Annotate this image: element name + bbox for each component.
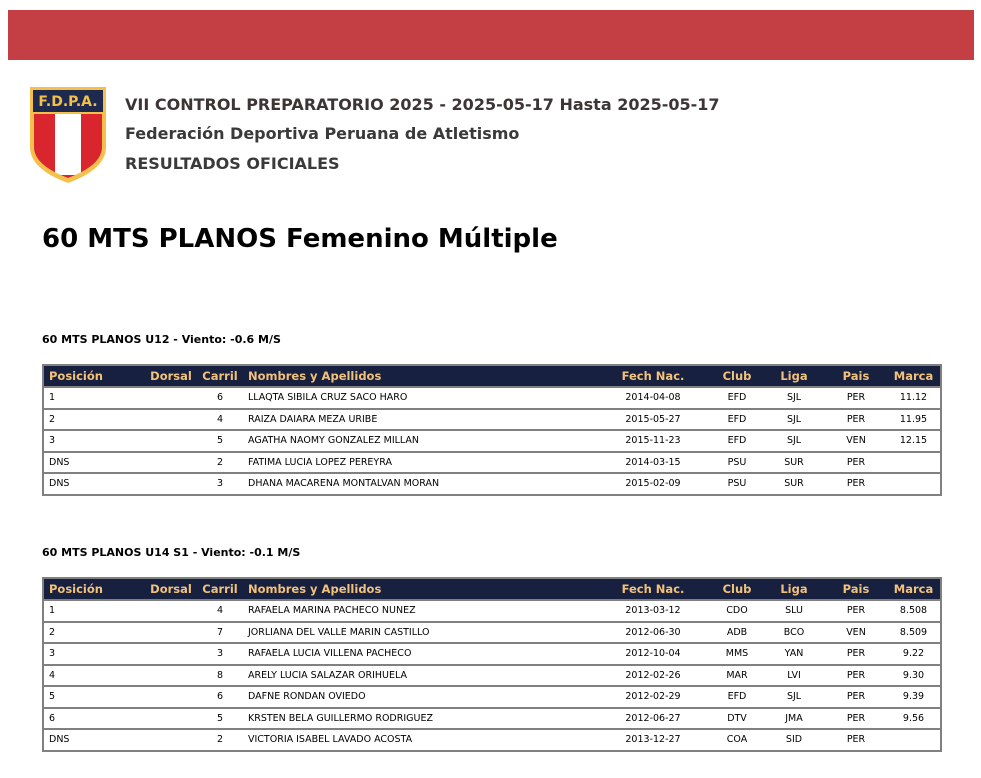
table-row xyxy=(43,686,941,708)
cell-carril: 2 xyxy=(197,452,243,474)
section-title: 60 MTS PLANOS U12 - Viento: -0.6 M/S xyxy=(42,333,281,346)
cell-carril: 6 xyxy=(197,387,243,409)
cell-pais: PER xyxy=(825,473,887,495)
cell-club: EFD xyxy=(711,686,763,708)
cell-marca xyxy=(887,729,941,751)
cell-marca: 9.30 xyxy=(887,665,941,687)
cell-club: PSU xyxy=(711,473,763,495)
cell-dorsal xyxy=(145,473,197,495)
cell-dorsal xyxy=(145,452,197,474)
cell-carril: 5 xyxy=(197,708,243,730)
cell-pais: PER xyxy=(825,387,887,409)
results-label: RESULTADOS OFICIALES xyxy=(125,154,340,173)
cell-marca: 9.39 xyxy=(887,686,941,708)
cell-club: MAR xyxy=(711,665,763,687)
cell-fecha: 2012-02-26 xyxy=(595,665,711,687)
column-header: Club xyxy=(711,578,763,600)
table-row xyxy=(43,409,941,431)
cell-liga: SUR xyxy=(763,452,825,474)
table-row xyxy=(43,452,941,474)
cell-name: KRSTEN BELA GUILLERMO RODRIGUEZ xyxy=(243,708,595,730)
column-header: Carril xyxy=(197,365,243,387)
column-header: Marca xyxy=(887,365,941,387)
cell-pais: PER xyxy=(825,452,887,474)
cell-pos: 3 xyxy=(43,643,145,665)
cell-name: FATIMA LUCIA LOPEZ PEREYRA xyxy=(243,452,595,474)
cell-name: ARELY LUCIA SALAZAR ORIHUELA xyxy=(243,665,595,687)
table-row xyxy=(43,430,941,452)
table-row xyxy=(43,729,941,751)
cell-pos: DNS xyxy=(43,452,145,474)
cell-pos: 2 xyxy=(43,409,145,431)
cell-marca: 9.22 xyxy=(887,643,941,665)
section-title: 60 MTS PLANOS U14 S1 - Viento: -0.1 M/S xyxy=(42,546,301,559)
cell-name: DAFNE RONDAN OVIEDO xyxy=(243,686,595,708)
fdpa-shield-logo-icon xyxy=(28,85,108,185)
cell-marca: 8.509 xyxy=(887,622,941,644)
cell-dorsal xyxy=(145,409,197,431)
cell-liga: SUR xyxy=(763,473,825,495)
column-header: Pais xyxy=(825,365,887,387)
column-header: Dorsal xyxy=(145,365,197,387)
cell-marca xyxy=(887,452,941,474)
cell-pos: 5 xyxy=(43,686,145,708)
table-row xyxy=(43,643,941,665)
cell-carril: 4 xyxy=(197,600,243,622)
cell-pos: 2 xyxy=(43,622,145,644)
cell-pais: VEN xyxy=(825,430,887,452)
cell-liga: SID xyxy=(763,729,825,751)
cell-pos: DNS xyxy=(43,473,145,495)
cell-fecha: 2014-03-15 xyxy=(595,452,711,474)
cell-club: EFD xyxy=(711,430,763,452)
table-row xyxy=(43,600,941,622)
cell-carril: 6 xyxy=(197,686,243,708)
cell-dorsal xyxy=(145,686,197,708)
cell-marca: 11.95 xyxy=(887,409,941,431)
table-header-row xyxy=(43,578,941,600)
logo-text: F.D.P.A. xyxy=(38,94,98,110)
results-table xyxy=(42,577,942,752)
column-header: Nombres y Apellidos xyxy=(243,365,595,387)
cell-carril: 2 xyxy=(197,729,243,751)
cell-club: COA xyxy=(711,729,763,751)
cell-fecha: 2014-04-08 xyxy=(595,387,711,409)
table-row xyxy=(43,665,941,687)
table-row xyxy=(43,387,941,409)
cell-pais: PER xyxy=(825,729,887,751)
cell-liga: SJL xyxy=(763,686,825,708)
column-header: Pais xyxy=(825,578,887,600)
cell-club: CDO xyxy=(711,600,763,622)
cell-pos: 1 xyxy=(43,387,145,409)
top-banner-bar xyxy=(8,10,974,60)
table-row xyxy=(43,473,941,495)
cell-liga: JMA xyxy=(763,708,825,730)
cell-pos: DNS xyxy=(43,729,145,751)
cell-club: EFD xyxy=(711,387,763,409)
cell-marca: 8.508 xyxy=(887,600,941,622)
cell-dorsal xyxy=(145,729,197,751)
cell-fecha: 2013-12-27 xyxy=(595,729,711,751)
cell-carril: 5 xyxy=(197,430,243,452)
cell-pos: 1 xyxy=(43,600,145,622)
cell-pais: PER xyxy=(825,600,887,622)
cell-marca: 9.56 xyxy=(887,708,941,730)
cell-name: RAFAELA LUCIA VILLENA PACHECO xyxy=(243,643,595,665)
cell-name: DHANA MACARENA MONTALVAN MORAN xyxy=(243,473,595,495)
cell-club: ADB xyxy=(711,622,763,644)
cell-liga: LVI xyxy=(763,665,825,687)
cell-liga: SJL xyxy=(763,409,825,431)
cell-carril: 3 xyxy=(197,473,243,495)
column-header: Fech Nac. xyxy=(595,365,711,387)
cell-liga: SLU xyxy=(763,600,825,622)
cell-marca: 11.12 xyxy=(887,387,941,409)
column-header: Carril xyxy=(197,578,243,600)
column-header: Nombres y Apellidos xyxy=(243,578,595,600)
cell-dorsal xyxy=(145,665,197,687)
cell-dorsal xyxy=(145,643,197,665)
cell-name: LLAQTA SIBILA CRUZ SACO HARO xyxy=(243,387,595,409)
cell-pais: PER xyxy=(825,686,887,708)
cell-liga: BCO xyxy=(763,622,825,644)
cell-name: RAIZA DAIARA MEZA URIBE xyxy=(243,409,595,431)
cell-dorsal xyxy=(145,387,197,409)
table-header-row xyxy=(43,365,941,387)
cell-pais: PER xyxy=(825,409,887,431)
table-row xyxy=(43,622,941,644)
cell-club: DTV xyxy=(711,708,763,730)
cell-fecha: 2015-02-09 xyxy=(595,473,711,495)
cell-pais: PER xyxy=(825,643,887,665)
cell-fecha: 2012-06-30 xyxy=(595,622,711,644)
cell-fecha: 2012-10-04 xyxy=(595,643,711,665)
cell-liga: YAN xyxy=(763,643,825,665)
cell-name: AGATHA NAOMY GONZALEZ MILLAN xyxy=(243,430,595,452)
cell-liga: SJL xyxy=(763,387,825,409)
cell-marca: 12.15 xyxy=(887,430,941,452)
cell-pais: VEN xyxy=(825,622,887,644)
column-header: Posición xyxy=(43,365,145,387)
cell-fecha: 2015-05-27 xyxy=(595,409,711,431)
table-row xyxy=(43,708,941,730)
column-header: Liga xyxy=(763,365,825,387)
cell-pos: 3 xyxy=(43,430,145,452)
cell-pais: PER xyxy=(825,665,887,687)
cell-dorsal xyxy=(145,622,197,644)
cell-liga: SJL xyxy=(763,430,825,452)
cell-name: VICTORIA ISABEL LAVADO ACOSTA xyxy=(243,729,595,751)
cell-club: MMS xyxy=(711,643,763,665)
cell-carril: 8 xyxy=(197,665,243,687)
cell-name: RAFAELA MARINA PACHECO NUNEZ xyxy=(243,600,595,622)
cell-carril: 3 xyxy=(197,643,243,665)
column-header: Fech Nac. xyxy=(595,578,711,600)
cell-fecha: 2013-03-12 xyxy=(595,600,711,622)
cell-club: EFD xyxy=(711,409,763,431)
cell-dorsal xyxy=(145,430,197,452)
cell-marca xyxy=(887,473,941,495)
cell-dorsal xyxy=(145,600,197,622)
cell-carril: 4 xyxy=(197,409,243,431)
cell-fecha: 2012-02-29 xyxy=(595,686,711,708)
cell-dorsal xyxy=(145,708,197,730)
column-header: Club xyxy=(711,365,763,387)
cell-carril: 7 xyxy=(197,622,243,644)
column-header: Liga xyxy=(763,578,825,600)
event-title: 60 MTS PLANOS Femenino Múltiple xyxy=(42,224,558,254)
column-header: Posición xyxy=(43,578,145,600)
cell-pos: 6 xyxy=(43,708,145,730)
results-table xyxy=(42,364,942,496)
cell-fecha: 2012-06-27 xyxy=(595,708,711,730)
cell-pais: PER xyxy=(825,708,887,730)
cell-pos: 4 xyxy=(43,665,145,687)
column-header: Marca xyxy=(887,578,941,600)
federation-name: Federación Deportiva Peruana de Atletismo xyxy=(125,124,520,143)
cell-fecha: 2015-11-23 xyxy=(595,430,711,452)
cell-club: PSU xyxy=(711,452,763,474)
column-header: Dorsal xyxy=(145,578,197,600)
competition-title: VII CONTROL PREPARATORIO 2025 - 2025-05-17 Hasta 2025-05-17 xyxy=(125,95,720,114)
cell-name: JORLIANA DEL VALLE MARIN CASTILLO xyxy=(243,622,595,644)
